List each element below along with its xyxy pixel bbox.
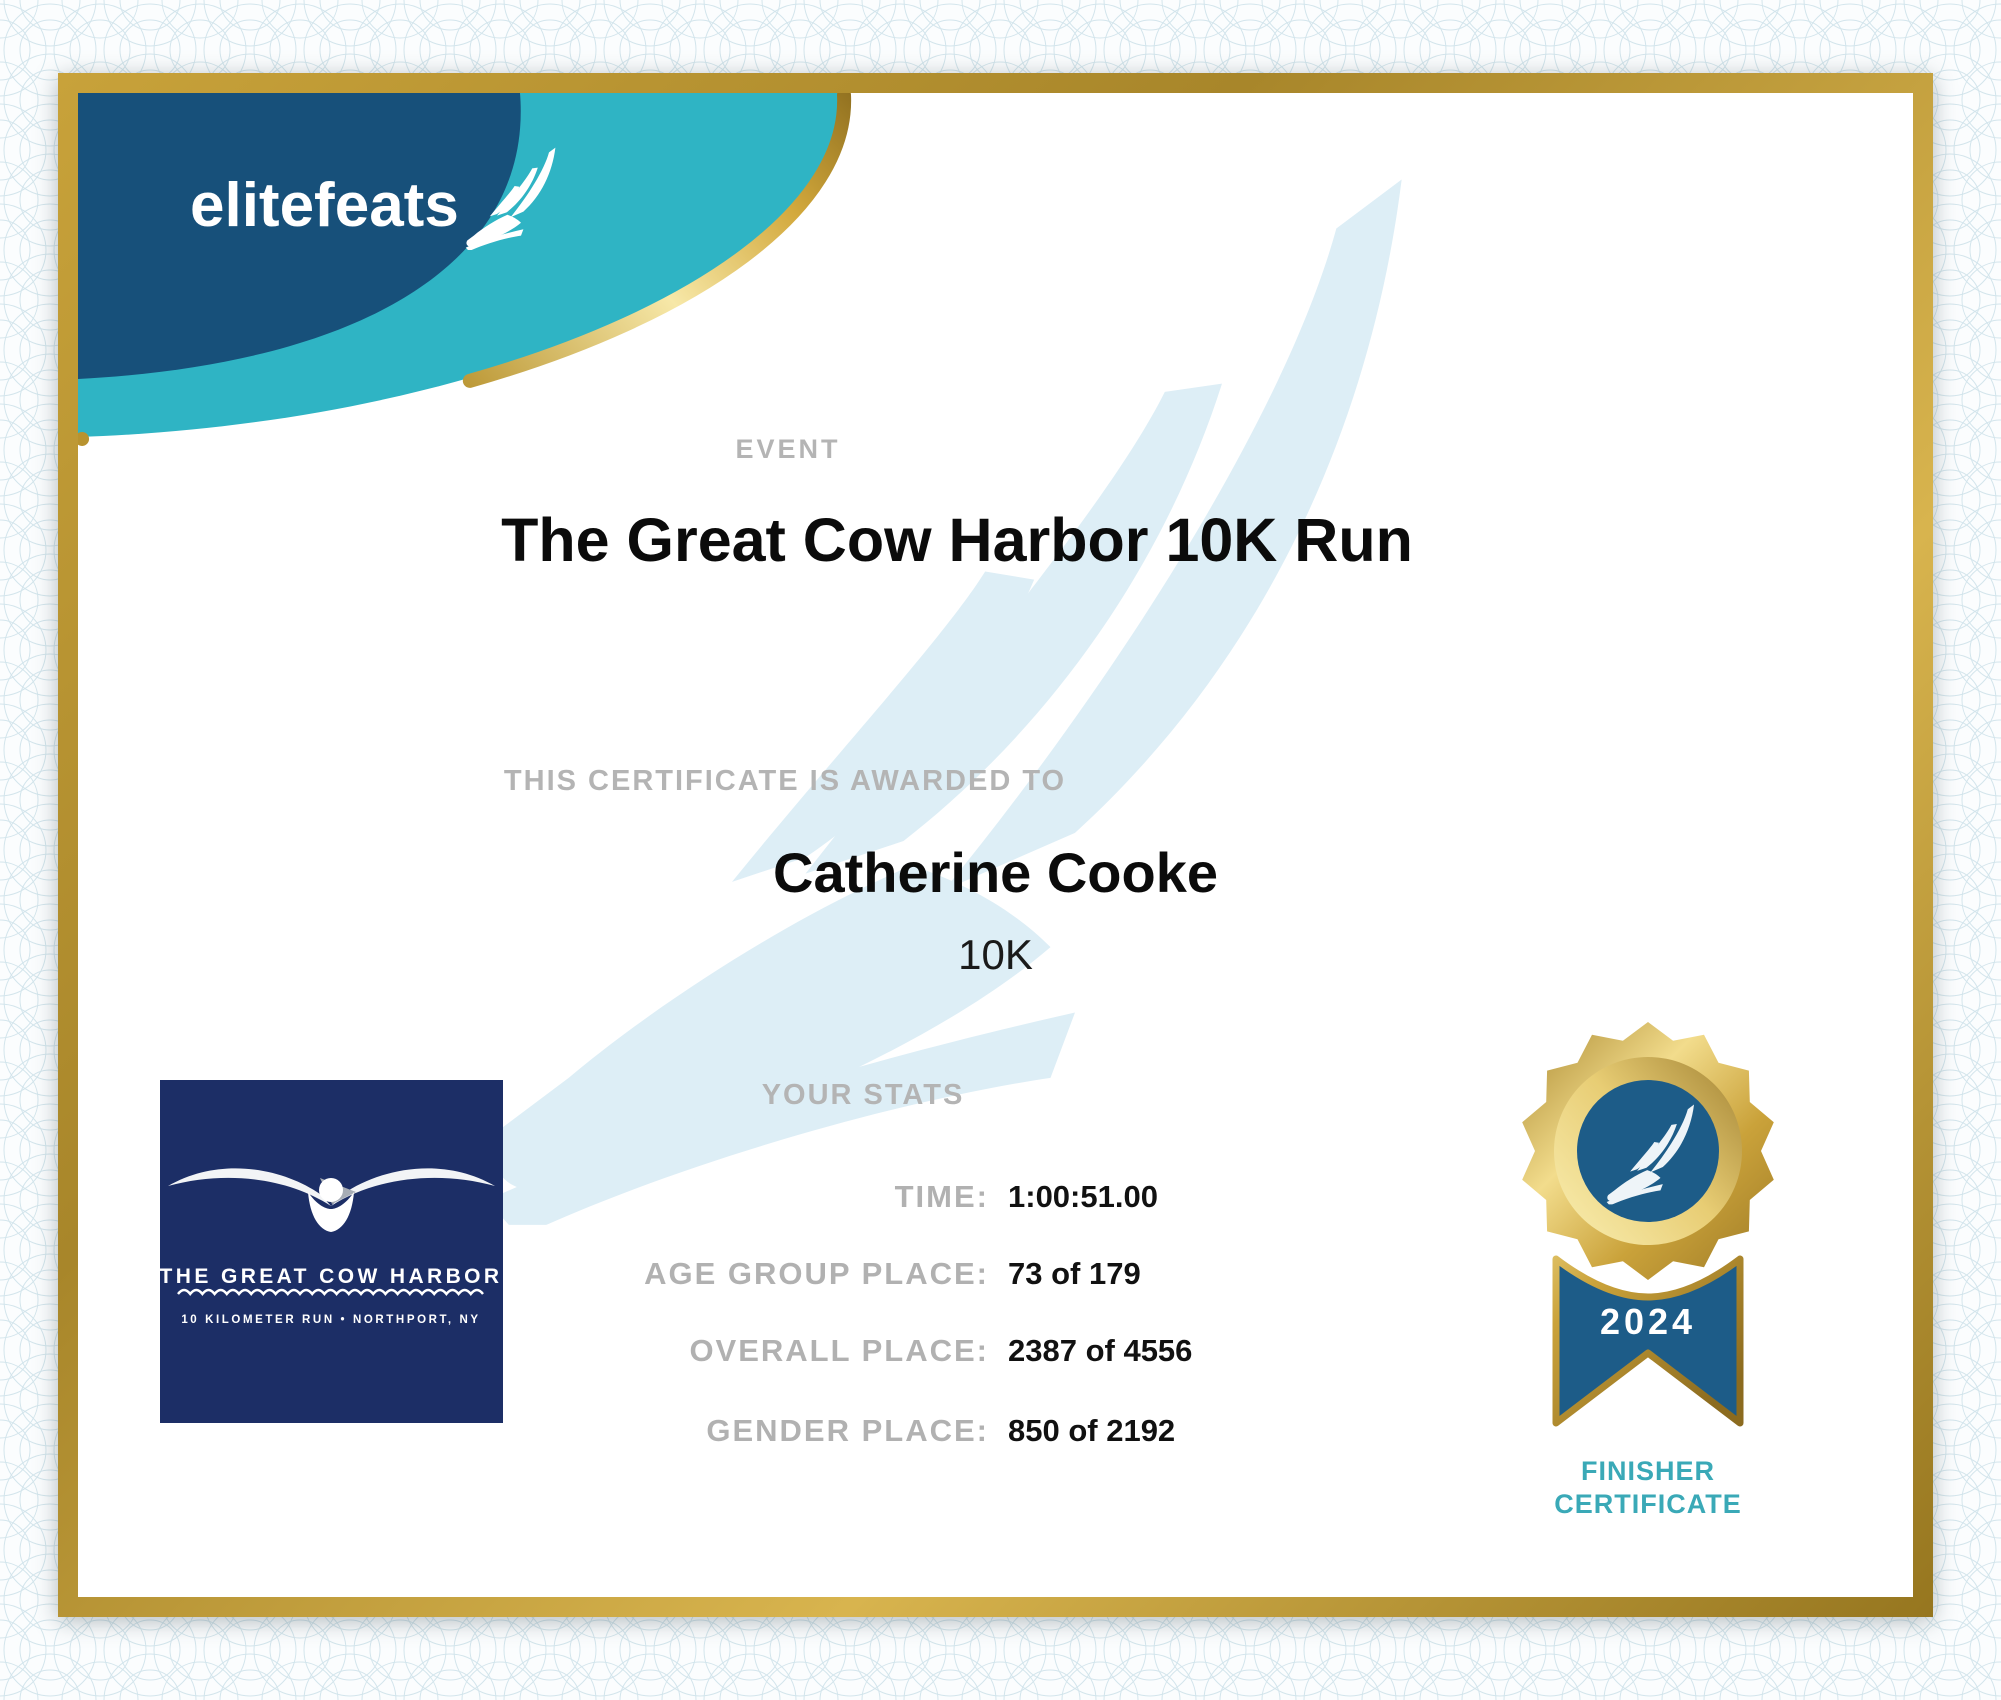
stat-value: 850 of 2192 bbox=[1008, 1413, 1176, 1448]
certificate-frame bbox=[58, 73, 1933, 1617]
finisher-caption-line1: FINISHER bbox=[1580, 1456, 1715, 1486]
cow-harbor-event-logo bbox=[160, 1080, 503, 1423]
awarded-to-label: THIS CERTIFICATE IS AWARDED TO bbox=[503, 765, 1067, 797]
certificate-body bbox=[78, 93, 1913, 1597]
finisher-badge bbox=[1498, 1021, 1798, 1521]
badge-year: 2024 bbox=[1599, 1301, 1697, 1342]
brand-logo-text: elitefeats bbox=[190, 171, 459, 240]
stat-value: 73 of 179 bbox=[1008, 1256, 1141, 1291]
brand-logo bbox=[190, 137, 557, 253]
finisher-medal bbox=[1498, 1021, 1798, 1441]
stat-label: OVERALL PLACE: bbox=[689, 1333, 989, 1368]
runner-name: Catherine Cooke bbox=[773, 841, 1218, 904]
cow-logo-title: THE GREAT COW HARBOR bbox=[160, 1265, 503, 1288]
event-label: EVENT bbox=[735, 434, 841, 464]
stat-label: GENDER PLACE: bbox=[706, 1413, 989, 1448]
finisher-caption-line2: CERTIFICATE bbox=[1554, 1488, 1742, 1519]
winged-foot-icon bbox=[461, 143, 557, 253]
stat-value: 1:00:51.00 bbox=[1008, 1179, 1158, 1214]
stats-heading: YOUR STATS bbox=[761, 1079, 965, 1111]
stat-label: TIME: bbox=[894, 1179, 989, 1214]
stat-value: 2387 of 4556 bbox=[1008, 1333, 1193, 1368]
finisher-caption bbox=[1498, 1455, 1798, 1521]
event-title: The Great Cow Harbor 10K Run bbox=[501, 506, 1413, 574]
race-distance: 10K bbox=[958, 931, 1033, 978]
cow-logo-subtitle: 10 KILOMETER RUN • NORTHPORT, NY bbox=[181, 1314, 481, 1326]
stat-label: AGE GROUP PLACE: bbox=[644, 1256, 989, 1291]
